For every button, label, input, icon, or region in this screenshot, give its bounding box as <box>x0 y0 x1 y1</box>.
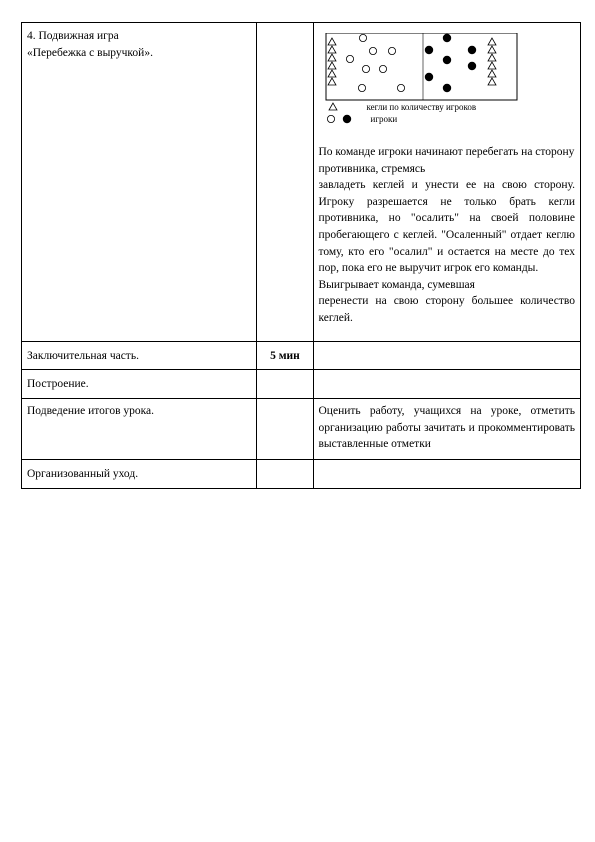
duration-cell <box>257 23 313 342</box>
table-row-exit <box>22 460 581 489</box>
duration-cell <box>257 460 313 489</box>
content-cell <box>313 399 581 460</box>
table-row-summary <box>22 399 581 460</box>
table-row-final-part <box>22 342 581 370</box>
field-border <box>326 33 517 100</box>
content-cell <box>313 460 581 489</box>
right-pins-icon <box>488 38 496 85</box>
duration-cell <box>257 399 313 460</box>
legend-pin-icon <box>329 103 337 110</box>
description-paragraph: завладеть кеглей и унести ее на свою сторону. Игроку разрешается не только брать кегли противника, но "осалить" на своей половине пробегающего с кеглей. "Осаленный" отдает кеглю тому, кто его "осалил" и остается на месте до тех пор, пока его не выручит игрок его команды. <box>318 179 575 275</box>
description-line: Выигрывает команда, сумевшая <box>318 278 475 291</box>
left-pins-icon <box>328 38 336 85</box>
stage-cell <box>22 370 257 399</box>
legend-players-label: игроки <box>370 114 398 124</box>
stage-cell <box>22 460 257 489</box>
duration-cell <box>257 370 313 399</box>
content-cell <box>313 370 581 399</box>
content-cell <box>313 342 581 370</box>
white-team-players-icon <box>346 34 404 91</box>
game-description <box>319 144 576 327</box>
content-text: Оценить работу, учащихся на уроке, отметить организацию работы зачитать и прокомментировать выставленные отметки <box>318 405 575 451</box>
stage-title: Построение. <box>27 378 89 390</box>
stage-title: Подведение итогов урока. <box>27 405 155 417</box>
description-line: По команде игроки начинают перебегать на сторону противника, стремясь <box>318 146 575 175</box>
game-field-diagram <box>319 33 575 144</box>
table-row-outdoor-game <box>22 23 581 342</box>
legend-white-player-icon <box>327 115 334 122</box>
stage-title: Заключительная часть. <box>27 350 139 362</box>
stage-title: Организованный уход. <box>27 468 139 480</box>
stage-cell <box>22 23 257 342</box>
stage-title: 4. Подвижная игра <box>27 30 119 42</box>
black-team-players-icon <box>425 34 476 92</box>
duration-cell <box>257 342 313 370</box>
duration-value: 5 мин <box>270 350 300 362</box>
game-scheme <box>319 33 576 144</box>
legend-pins-label: кегли по количеству игроков <box>366 102 477 112</box>
game-name: «Перебежка с выручкой». <box>27 46 153 59</box>
description-paragraph: перенести на свою сторону большее количество кеглей. <box>318 295 575 324</box>
stage-cell <box>22 399 257 460</box>
stage-cell <box>22 342 257 370</box>
lesson-plan-table <box>21 22 581 489</box>
legend-black-player-icon <box>343 115 351 123</box>
content-cell <box>313 23 581 342</box>
table-row-formation <box>22 370 581 399</box>
